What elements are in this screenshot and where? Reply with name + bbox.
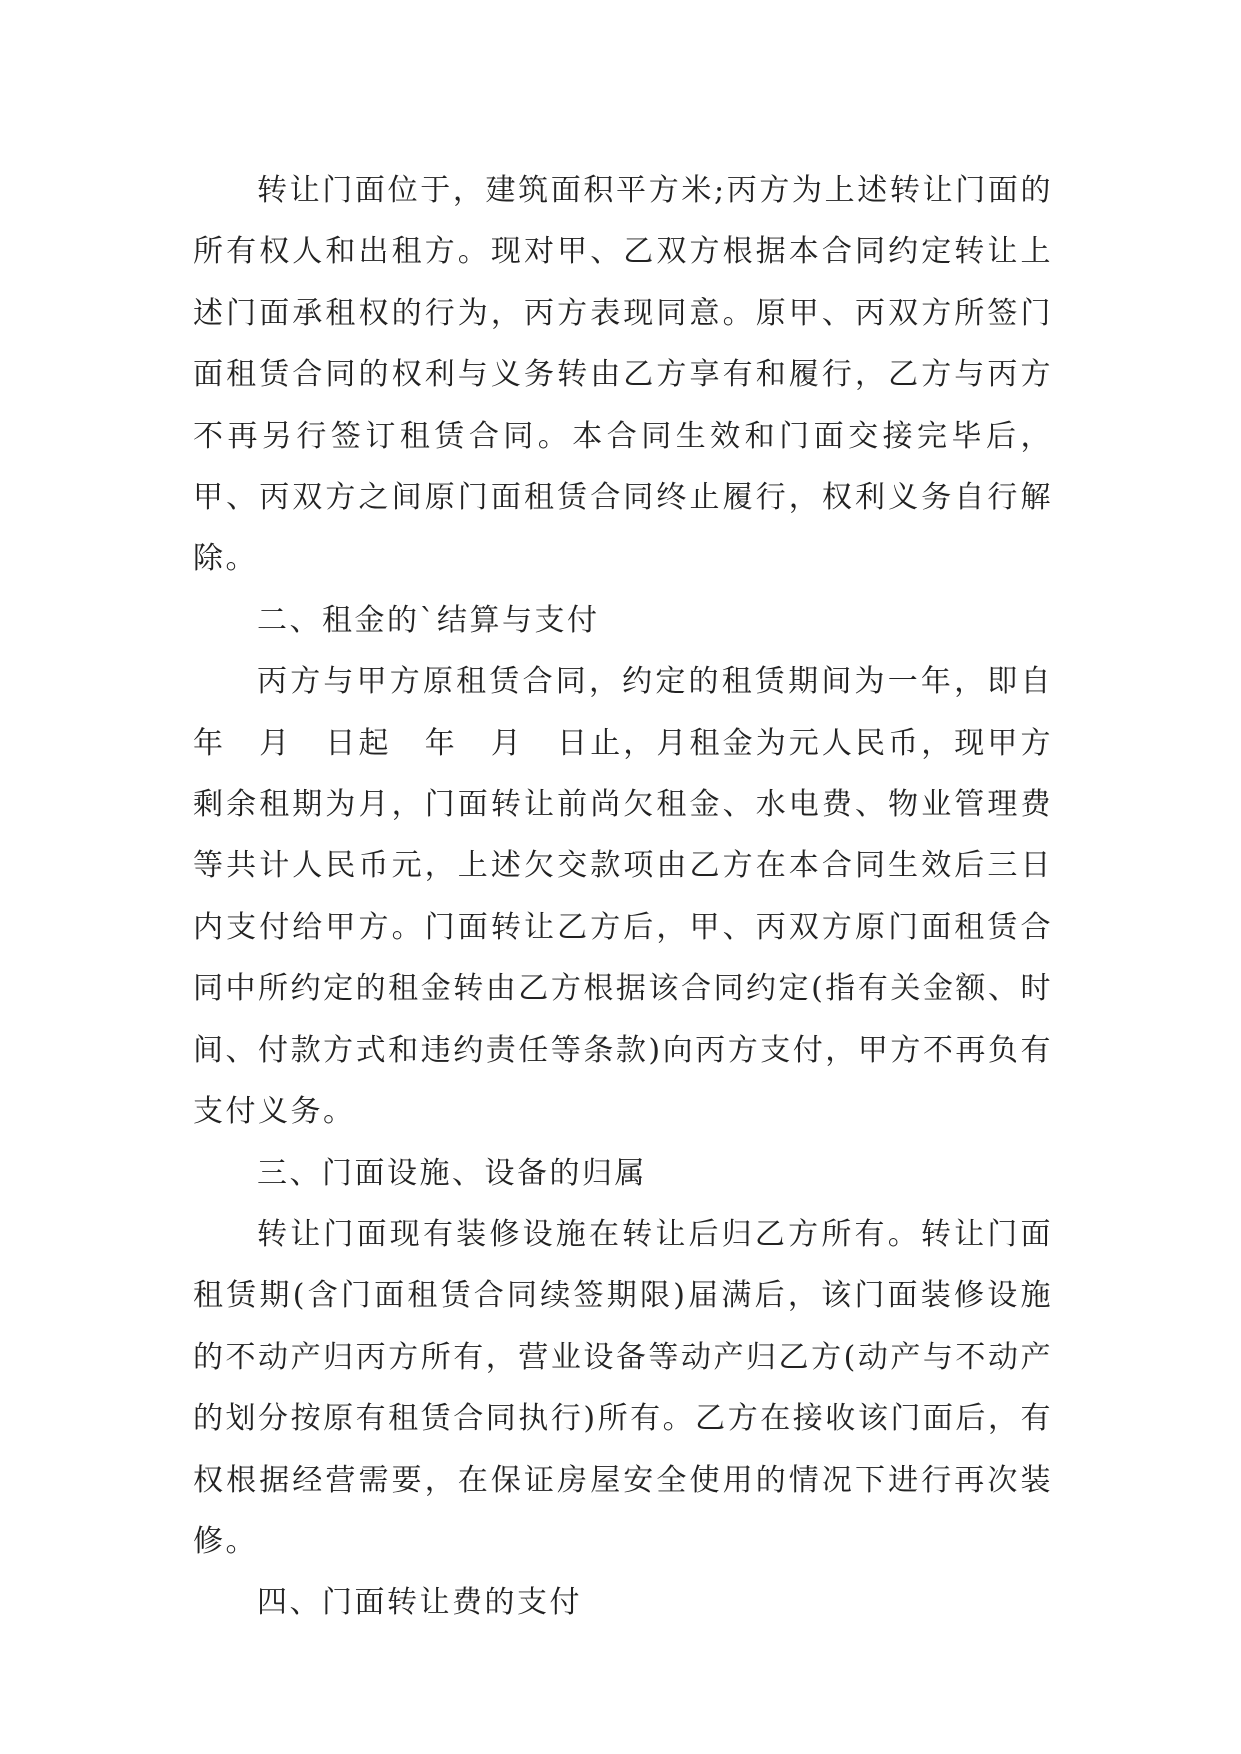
section-heading-rent-settlement: 二、租金的`结算与支付	[257, 602, 600, 638]
paragraph-facilities-terms: 转让门面现有装修设施在转让后归乙方所有。转让门面租赁期(含门面租赁合同续签期限)届满后，该门面装修设施的不动产归丙方所有，营业设备等动产归乙方(动产与不动产的划分按原有租赁合同执行)所有。乙方在接收该门面后，有权根据经营需要，在保证房屋安全使用的情况下进行再次装修。	[193, 1216, 1053, 1559]
document-page	[193, 160, 1053, 1634]
section-heading-facilities-ownership: 三、门面设施、设备的归属	[257, 1155, 647, 1191]
paragraph-premises-location: 转让门面位于，建筑面积平方米;丙方为上述转让门面的所有权人和出租方。现对甲、乙双方根据本合同约定转让上述门面承租权的行为，丙方表现同意。原甲、丙双方所签门面租赁合同的权利与义务转由乙方享有和履行，乙方与丙方不再另行签订租赁合同。本合同生效和门面交接完毕后，甲、丙双方之间原门面租赁合同终止履行，权利义务自行解除。	[193, 173, 1053, 577]
section-heading-transfer-fee-payment: 四、门面转让费的支付	[257, 1585, 582, 1621]
paragraph-rent-terms: 丙方与甲方原租赁合同，约定的租赁期间为一年，即自年 月 日起 年 月 日止，月租金为元人民币，现甲方剩余租期为月，门面转让前尚欠租金、水电费、物业管理费等共计人民币元，上述欠交款项由乙方在本合同生效后三日内支付给甲方。门面转让乙方后，甲、丙双方原门面租赁合同中所约定的租金转由乙方根据该合同约定(指有关金额、时间、付款方式和违约责任等条款)向丙方支付，甲方不再负有支付义务。	[193, 664, 1053, 1130]
